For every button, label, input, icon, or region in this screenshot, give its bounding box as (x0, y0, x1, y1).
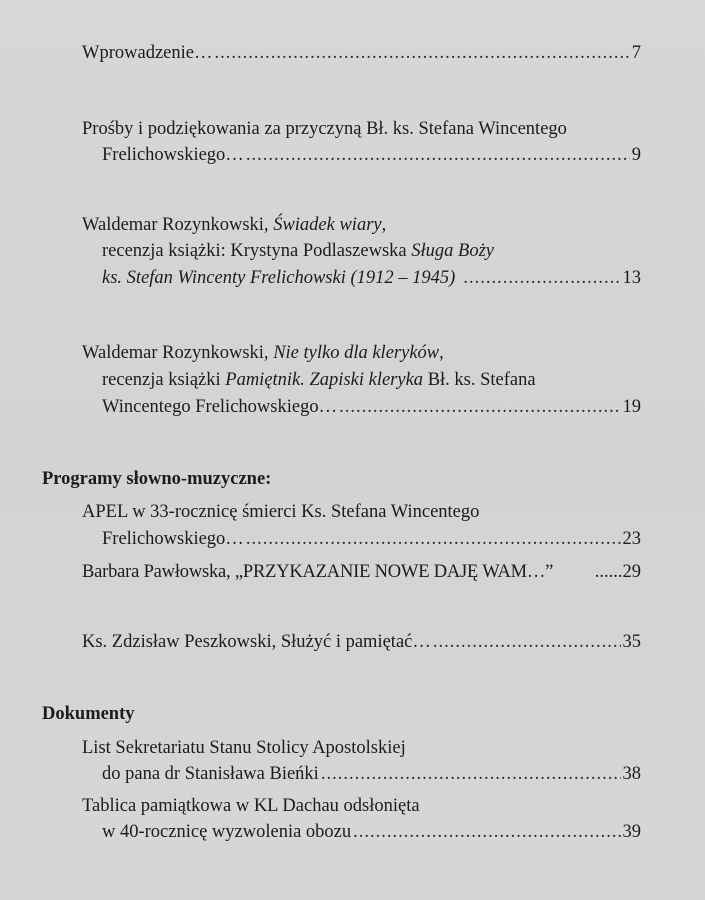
leader-dots (463, 267, 620, 289)
page-number: 29 (622, 562, 641, 582)
page-number: 13 (622, 268, 641, 288)
leader-dots (321, 763, 621, 785)
toc-entry-peszkowski[interactable] (82, 631, 641, 653)
toc-title: Barbara Pawłowska, „PRZYKAZANIE NOWE DAJĘ WAM…” (82, 562, 554, 582)
review-prefix: recenzja książki (102, 370, 226, 390)
toc-entry-prosby[interactable] (102, 144, 641, 166)
page-number: 35 (622, 632, 641, 652)
book-title: Sługa Boży (411, 241, 494, 261)
author: Waldemar Rozynkowski, (82, 215, 274, 235)
leader-dots (339, 396, 620, 418)
toc-entry-swiadek-line2 (102, 240, 494, 262)
leader-dots (246, 528, 621, 550)
toc-entry-nie-tylko[interactable] (102, 396, 641, 418)
toc-entry-list-line1 (82, 737, 406, 759)
toc-entry-nie-tylko-line2 (102, 369, 536, 391)
punctuation: , (381, 215, 387, 235)
book-title: Pamiętnik. Zapiski kleryka (225, 370, 424, 390)
toc-title-cont: do pana dr Stanisława Bieńki (102, 764, 319, 784)
page-number: 19 (622, 397, 641, 417)
article-title: Nie tylko dla kleryków (273, 343, 440, 363)
toc-entry-swiadek-line1 (82, 214, 386, 236)
leader-dots (433, 631, 621, 653)
toc-title: Ks. Zdzisław Peszkowski, Służyć i pamiętać… (82, 632, 431, 652)
leader-dots (214, 42, 629, 64)
toc-title-cont: Frelichowskiego… (102, 145, 244, 165)
punctuation: , (439, 343, 444, 363)
toc-entry-pawlowska[interactable] (82, 561, 641, 583)
page-number: 39 (622, 822, 641, 842)
author: Waldemar Rozynkowski, (82, 343, 274, 363)
leader-dots: ...... (594, 562, 623, 582)
page-number: 7 (631, 43, 641, 63)
page-number: 23 (622, 529, 641, 549)
toc-entry-prosby-line1 (82, 118, 567, 140)
toc-entry-tablica-line1 (82, 795, 420, 817)
section-heading-programy: Programy słowno-muzyczne: (42, 469, 272, 489)
toc-title-cont: Wincentego Frelichowskiego… (102, 397, 338, 417)
toc-title: Tablica pamiątkowa w KL Dachau odsłonięta (82, 796, 420, 816)
toc-entry-apel[interactable] (102, 528, 641, 550)
review-suffix: Bł. ks. Stefana (423, 370, 536, 390)
toc-title-cont: w 40-rocznicę wyzwolenia obozu (102, 822, 352, 842)
toc-entry-nie-tylko-line1 (82, 342, 444, 364)
leader-dots (246, 144, 630, 166)
page-number: 38 (622, 764, 641, 784)
article-title: Świadek wiary (273, 215, 382, 235)
leader-dots (353, 821, 620, 843)
toc-title: List Sekretariatu Stanu Stolicy Apostolskiej (82, 738, 406, 758)
review-prefix: recenzja książki: Krystyna Podlaszewska (102, 241, 412, 261)
toc-title-cont: Frelichowskiego… (102, 529, 244, 549)
toc-entry-swiadek[interactable] (102, 267, 641, 289)
toc-entry-tablica[interactable] (102, 821, 641, 843)
toc-entry-wprowadzenie[interactable] (82, 42, 641, 64)
toc-title: Prośby i podziękowania za przyczyną Bł. ks. Stefana Wincentego (82, 119, 567, 139)
page-number: 9 (631, 145, 641, 165)
toc-entry-list[interactable] (102, 763, 641, 785)
section-heading-dokumenty: Dokumenty (42, 704, 135, 724)
toc-title: Wprowadzenie… (82, 43, 213, 63)
toc-title: APEL w 33-rocznicę śmierci Ks. Stefana Wincentego (82, 502, 480, 522)
book-title-cont: ks. Stefan Wincenty Frelichowski (1912 – 1945) (102, 268, 456, 288)
toc-entry-apel-line1 (82, 501, 479, 523)
